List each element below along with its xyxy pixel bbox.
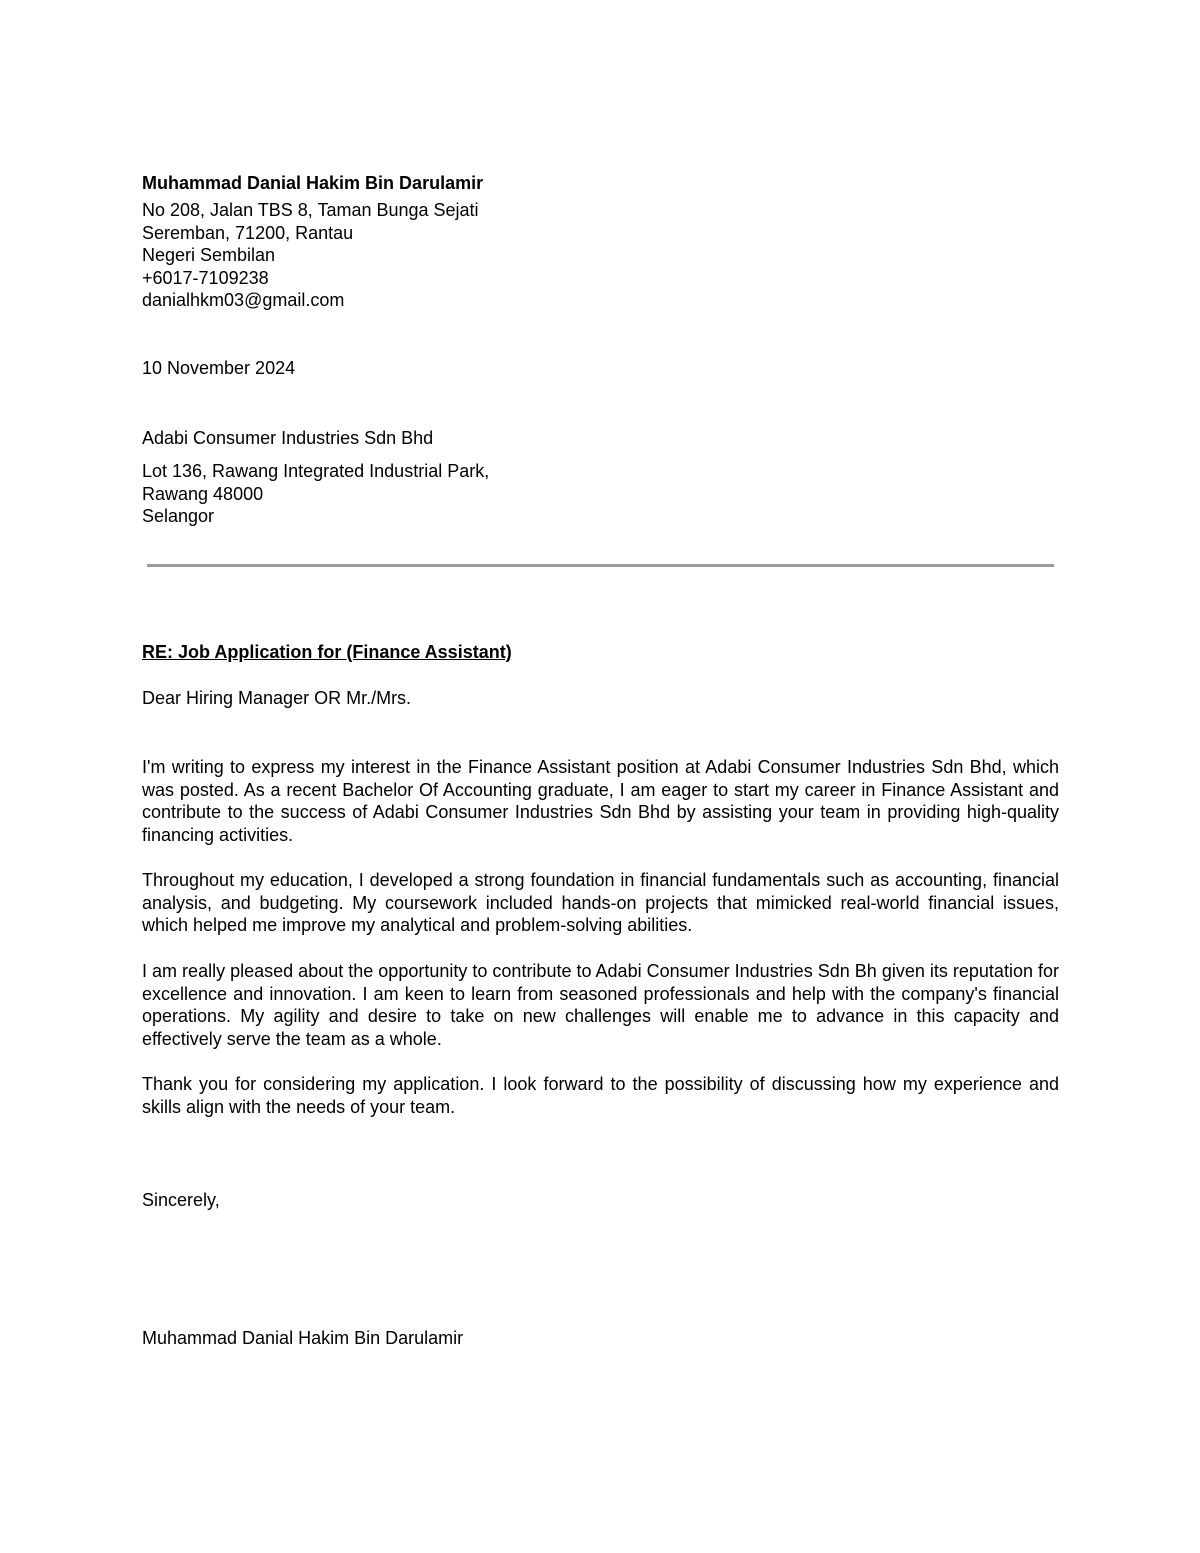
horizontal-divider [147,564,1054,567]
salutation: Dear Hiring Manager OR Mr./Mrs. [142,688,412,708]
sender-email: danialhkm03@gmail.com [142,290,345,310]
closing: Sincerely, [142,1190,220,1210]
sender-address-block [142,199,479,312]
sender-address-line: Negeri Sembilan [142,245,276,265]
recipient-address-line: Selangor [142,506,215,526]
sender-phone: +6017-7109238 [142,267,269,288]
recipient-address-line: Lot 136, Rawang Integrated Industrial Park, [142,461,490,481]
body-paragraph: I am really pleased about the opportunity to contribute to Adabi Consumer Industries Sdn Bh given its reputation for excellence and innovation. I am keen to learn from seasoned professionals and help with the company's financial operations. My agility and desire to take on new challenges will enable me to advance in this capacity and effectively serve the team as a whole. [142,961,1059,1049]
body-paragraph: Thank you for considering my application. I look forward to the possibility of discussing how my experience and skills align with the needs of your team. [142,1074,1059,1117]
letter-date: 10 November 2024 [142,358,296,378]
recipient-company: Adabi Consumer Industries Sdn Bhd [142,428,434,448]
body-paragraph: Throughout my education, I developed a strong foundation in financial fundamentals such as accounting, financial analysis, and budgeting. My coursework included hands-on projects that mimicked real-world financial issues, which helped me improve my analytical and problem-solving abilities. [142,870,1059,936]
body-paragraph: I'm writing to express my interest in the Finance Assistant position at Adabi Consumer Industries Sdn Bhd, which was posted. As a recent Bachelor Of Accounting graduate, I am eager to start my career in Finance Assistant and contribute to the success of Adabi Consumer Industries Sdn Bhd by assisting your team in providing high-quality financing activities. [142,757,1059,845]
sender-address-line: No 208, Jalan TBS 8, Taman Bunga Sejati [142,200,479,220]
recipient-address-block [142,460,489,528]
recipient-address-line: Rawang 48000 [142,483,264,504]
signature-name: Muhammad Danial Hakim Bin Darulamir [142,1328,464,1348]
sender-name: Muhammad Danial Hakim Bin Darulamir [142,173,484,193]
sender-address-line: Seremban, 71200, Rantau [142,222,354,243]
letter-subject: RE: Job Application for (Finance Assistant) [142,642,512,662]
